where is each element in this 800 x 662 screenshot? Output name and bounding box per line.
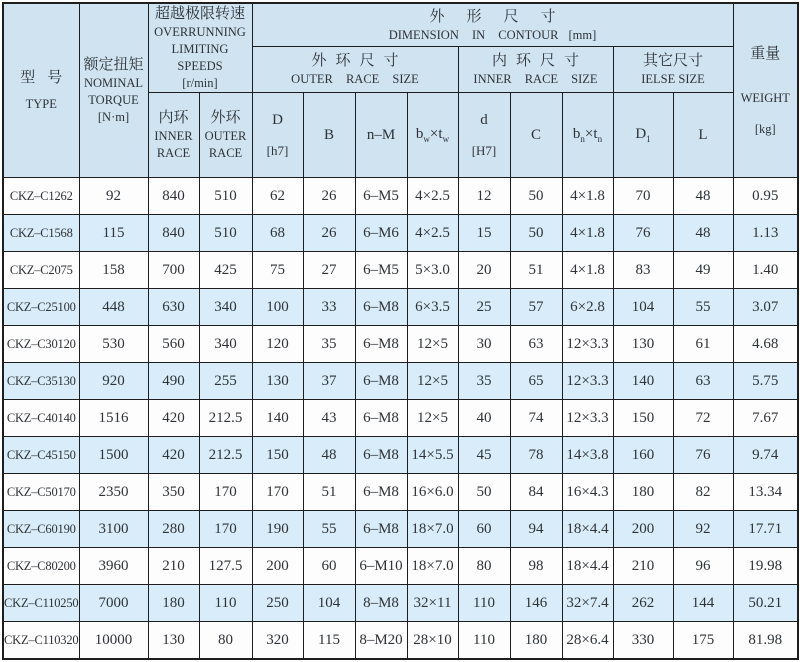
table-row [3, 252, 798, 289]
table-row [3, 585, 798, 622]
cell-L: 49 [673, 252, 733, 289]
cell-weight: 13.34 [733, 474, 798, 511]
cell-type: CKZ–C1568 [3, 215, 79, 252]
cell-outer-speed: 170 [199, 474, 252, 511]
cell-B: 55 [303, 511, 355, 548]
cell-B: 115 [303, 622, 355, 660]
cell-D1: 330 [613, 622, 673, 660]
cell-weight: 4.68 [733, 326, 798, 363]
cell-n-M: 6–M8 [355, 474, 407, 511]
cell-C: 146 [510, 585, 562, 622]
cell-n-M: 6–M8 [355, 437, 407, 474]
cell-type: CKZ–C80200 [3, 548, 79, 585]
cell-bn-tn: 12×3.3 [562, 363, 613, 400]
cell-D: 250 [252, 585, 303, 622]
cell-bn-tn: 16×4.3 [562, 474, 613, 511]
cell-d: 50 [458, 474, 510, 511]
cell-n-M: 6–M5 [355, 178, 407, 215]
table-row [3, 474, 798, 511]
cell-weight: 17.71 [733, 511, 798, 548]
cell-B: 26 [303, 178, 355, 215]
cell-n-M: 8–M20 [355, 622, 407, 660]
cell-n-M: 6–M8 [355, 289, 407, 326]
cell-B: 35 [303, 326, 355, 363]
cell-outer-speed: 425 [199, 252, 252, 289]
cell-C: 65 [510, 363, 562, 400]
cell-outer-speed: 170 [199, 511, 252, 548]
cell-C: 57 [510, 289, 562, 326]
table-header [3, 3, 798, 178]
cell-L: 63 [673, 363, 733, 400]
cell-bn-tn: 4×1.8 [562, 252, 613, 289]
cell-type: CKZ–C35130 [3, 363, 79, 400]
cell-D1: 180 [613, 474, 673, 511]
cell-B: 37 [303, 363, 355, 400]
cell-D1: 210 [613, 548, 673, 585]
cell-bn-tn: 28×6.4 [562, 622, 613, 660]
cell-weight: 0.95 [733, 178, 798, 215]
cell-bw-tw: 5×3.0 [407, 252, 458, 289]
cell-weight: 1.40 [733, 252, 798, 289]
cell-inner-speed: 420 [148, 400, 199, 437]
cell-type: CKZ–C30120 [3, 326, 79, 363]
cell-d: 25 [458, 289, 510, 326]
cell-n-M: 6–M8 [355, 511, 407, 548]
table-row [3, 400, 798, 437]
cell-d: 15 [458, 215, 510, 252]
speeds-unit: [r/min] [182, 76, 218, 90]
cell-torque: 1500 [79, 437, 148, 474]
cell-d: 80 [458, 548, 510, 585]
cell-L: 76 [673, 437, 733, 474]
cell-bn-tn: 14×3.8 [562, 437, 613, 474]
cell-bn-tn: 32×7.4 [562, 585, 613, 622]
cell-torque: 530 [79, 326, 148, 363]
else-size-label-zh: 其它尺寸 [643, 53, 704, 70]
cell-D: 62 [252, 178, 303, 215]
cell-inner-speed: 420 [148, 437, 199, 474]
cell-weight: 1.13 [733, 215, 798, 252]
cell-B: 43 [303, 400, 355, 437]
table-row [3, 289, 798, 326]
inner-speed-label-en1: INNER [154, 129, 193, 143]
cell-D: 150 [252, 437, 303, 474]
cell-type: CKZ–C25100 [3, 289, 79, 326]
cell-inner-speed: 210 [148, 548, 199, 585]
table-row [3, 437, 798, 474]
cell-D1: 76 [613, 215, 673, 252]
table-row [3, 363, 798, 400]
cell-D: 120 [252, 326, 303, 363]
inner-size-label-zh: 内环尺寸 [491, 53, 588, 70]
torque-unit: [N·m] [97, 110, 130, 124]
th-col-L: L [673, 93, 733, 178]
cell-D1: 140 [613, 363, 673, 400]
cell-D: 68 [252, 215, 303, 252]
cell-bw-tw: 18×7.0 [407, 511, 458, 548]
cell-torque: 92 [79, 178, 148, 215]
cell-outer-speed: 80 [199, 622, 252, 660]
cell-bw-tw: 32×11 [407, 585, 458, 622]
weight-unit: [kg] [754, 121, 776, 136]
cell-L: 48 [673, 215, 733, 252]
type-label-zh: 型号 [20, 70, 75, 86]
cell-B: 33 [303, 289, 355, 326]
torque-label-en2: TORQUE [88, 93, 139, 107]
cell-bn-tn: 4×1.8 [562, 178, 613, 215]
cell-bn-tn: 18×4.4 [562, 511, 613, 548]
th-col-D: D [h7] [252, 93, 303, 178]
cell-inner-speed: 630 [148, 289, 199, 326]
table-row [3, 548, 798, 585]
cell-torque: 115 [79, 215, 148, 252]
cell-type: CKZ–C45150 [3, 437, 79, 474]
dimension-unit: [mm] [568, 27, 597, 42]
cell-C: 78 [510, 437, 562, 474]
cell-D1: 160 [613, 437, 673, 474]
cell-d: 110 [458, 585, 510, 622]
cell-C: 74 [510, 400, 562, 437]
cell-torque: 1516 [79, 400, 148, 437]
cell-outer-speed: 340 [199, 289, 252, 326]
cell-L: 55 [673, 289, 733, 326]
cell-outer-speed: 340 [199, 326, 252, 363]
table-body [3, 178, 798, 660]
inner-speed-label-zh: 内环 [158, 110, 189, 126]
cell-d: 60 [458, 511, 510, 548]
cell-D: 170 [252, 474, 303, 511]
cell-C: 50 [510, 215, 562, 252]
cell-L: 82 [673, 474, 733, 511]
cell-torque: 2350 [79, 474, 148, 511]
cell-L: 144 [673, 585, 733, 622]
cell-bn-tn: 12×3.3 [562, 400, 613, 437]
cell-torque: 920 [79, 363, 148, 400]
th-weight [733, 3, 798, 178]
cell-C: 50 [510, 178, 562, 215]
cell-inner-speed: 560 [148, 326, 199, 363]
cell-n-M: 6–M8 [355, 326, 407, 363]
cell-C: 98 [510, 548, 562, 585]
type-label-en: TYPE [25, 97, 57, 111]
table-row [3, 326, 798, 363]
cell-n-M: 6–M6 [355, 215, 407, 252]
th-col-d: d [H7] [458, 93, 510, 178]
cell-outer-speed: 212.5 [199, 400, 252, 437]
cell-n-M: 6–M5 [355, 252, 407, 289]
cell-bw-tw: 18×7.0 [407, 548, 458, 585]
th-col-bn-tn: $b_n\times t_n$ [562, 93, 613, 178]
cell-type: CKZ–C40140 [3, 400, 79, 437]
th-col-B: B [303, 93, 355, 178]
cell-torque: 3100 [79, 511, 148, 548]
cell-n-M: 6–M8 [355, 400, 407, 437]
cell-type: CKZ–C1262 [3, 178, 79, 215]
th-col-C: C [510, 93, 562, 178]
cell-D: 100 [252, 289, 303, 326]
cell-torque: 158 [79, 252, 148, 289]
cell-D1: 150 [613, 400, 673, 437]
cell-D1: 130 [613, 326, 673, 363]
cell-weight: 3.07 [733, 289, 798, 326]
cell-D: 130 [252, 363, 303, 400]
cell-D: 75 [252, 252, 303, 289]
weight-label-en: WEIGHT [740, 90, 790, 105]
cell-torque: 448 [79, 289, 148, 326]
cell-weight: 19.98 [733, 548, 798, 585]
outer-speed-label-en2: RACE [208, 146, 243, 160]
cell-inner-speed: 180 [148, 585, 199, 622]
cell-D1: 262 [613, 585, 673, 622]
cell-d: 20 [458, 252, 510, 289]
else-size-label-en: IELSE SIZE [641, 72, 705, 87]
outer-speed-label-zh: 外环 [210, 110, 241, 126]
th-overrunning-speeds [148, 3, 252, 93]
cell-L: 61 [673, 326, 733, 363]
th-dimension-in-contour [252, 3, 733, 47]
cell-B: 27 [303, 252, 355, 289]
th-outer-race-size [252, 47, 458, 93]
outer-speed-label-en1: OUTER [204, 129, 247, 143]
cell-d: 45 [458, 437, 510, 474]
cell-bw-tw: 12×5 [407, 400, 458, 437]
cell-bn-tn: 18×4.4 [562, 548, 613, 585]
th-inner-race-size [458, 47, 613, 93]
cell-type: CKZ–C110250 [3, 585, 79, 622]
dimension-label-zh: 外形尺寸 [429, 8, 578, 25]
cell-inner-speed: 700 [148, 252, 199, 289]
cell-B: 51 [303, 474, 355, 511]
table-row [3, 215, 798, 252]
cell-d: 35 [458, 363, 510, 400]
speeds-label-en1: OVERRUNNING [154, 25, 246, 39]
th-col-n-M: n–M [355, 93, 407, 178]
cell-torque: 3960 [79, 548, 148, 585]
inner-speed-label-en2: RACE [156, 146, 191, 160]
inner-size-label-en: INNER RACE SIZE [473, 72, 598, 87]
cell-C: 180 [510, 622, 562, 660]
cell-inner-speed: 490 [148, 363, 199, 400]
header-row-groups [3, 3, 798, 47]
speeds-label-zh: 超越极限转速 [154, 6, 245, 22]
cell-weight: 7.67 [733, 400, 798, 437]
cell-d: 40 [458, 400, 510, 437]
th-col-bw-tw: $b_w\times t_w$ [407, 93, 458, 178]
cell-bw-tw: 4×2.5 [407, 178, 458, 215]
cell-C: 94 [510, 511, 562, 548]
cell-n-M: 6–M10 [355, 548, 407, 585]
th-else-size [613, 47, 733, 93]
cell-L: 92 [673, 511, 733, 548]
cell-outer-speed: 110 [199, 585, 252, 622]
torque-label-zh: 额定扭矩 [83, 57, 144, 73]
cell-outer-speed: 127.5 [199, 548, 252, 585]
cell-inner-speed: 280 [148, 511, 199, 548]
cell-L: 72 [673, 400, 733, 437]
torque-label-en1: NOMINAL [83, 76, 144, 90]
cell-outer-speed: 510 [199, 178, 252, 215]
outer-size-label-en: OUTER RACE SIZE [291, 72, 419, 87]
cell-d: 12 [458, 178, 510, 215]
cell-inner-speed: 840 [148, 215, 199, 252]
cell-weight: 81.98 [733, 622, 798, 660]
cell-n-M: 8–M8 [355, 585, 407, 622]
cell-n-M: 6–M8 [355, 363, 407, 400]
th-type [3, 3, 79, 178]
cell-D: 190 [252, 511, 303, 548]
cell-type: CKZ–C2075 [3, 252, 79, 289]
cell-type: CKZ–C60190 [3, 511, 79, 548]
cell-inner-speed: 130 [148, 622, 199, 660]
cell-bn-tn: 4×1.8 [562, 215, 613, 252]
cell-type: CKZ–C110320 [3, 622, 79, 660]
th-outer-race-speed [199, 93, 252, 178]
table-row [3, 622, 798, 660]
table-row [3, 511, 798, 548]
cell-D1: 200 [613, 511, 673, 548]
cell-bn-tn: 12×3.3 [562, 326, 613, 363]
cell-D1: 104 [613, 289, 673, 326]
cell-C: 51 [510, 252, 562, 289]
outer-size-label-zh: 外环尺寸 [311, 53, 408, 70]
cell-outer-speed: 212.5 [199, 437, 252, 474]
cell-d: 30 [458, 326, 510, 363]
cell-B: 60 [303, 548, 355, 585]
cell-bw-tw: 12×5 [407, 363, 458, 400]
cell-L: 96 [673, 548, 733, 585]
cell-inner-speed: 350 [148, 474, 199, 511]
cell-D: 320 [252, 622, 303, 660]
cell-D1: 83 [613, 252, 673, 289]
cell-bn-tn: 6×2.8 [562, 289, 613, 326]
cell-C: 63 [510, 326, 562, 363]
cell-weight: 50.21 [733, 585, 798, 622]
cell-torque: 7000 [79, 585, 148, 622]
cell-C: 84 [510, 474, 562, 511]
cell-D1: 70 [613, 178, 673, 215]
cell-weight: 9.74 [733, 437, 798, 474]
cell-D: 200 [252, 548, 303, 585]
cell-bw-tw: 16×6.0 [407, 474, 458, 511]
cell-bw-tw: 14×5.5 [407, 437, 458, 474]
th-nominal-torque [79, 3, 148, 178]
cell-bw-tw: 4×2.5 [407, 215, 458, 252]
cell-D: 140 [252, 400, 303, 437]
cell-L: 175 [673, 622, 733, 660]
weight-label-zh: 重量 [750, 45, 781, 62]
th-col-D1: $D_1$ [613, 93, 673, 178]
cell-B: 48 [303, 437, 355, 474]
cell-outer-speed: 255 [199, 363, 252, 400]
cell-B: 104 [303, 585, 355, 622]
speeds-label-en2: LIMITING SPEEDS [171, 42, 229, 73]
cell-torque: 10000 [79, 622, 148, 660]
cell-bw-tw: 28×10 [407, 622, 458, 660]
table-row [3, 178, 798, 215]
cell-weight: 5.75 [733, 363, 798, 400]
cell-type: CKZ–C50170 [3, 474, 79, 511]
cell-B: 26 [303, 215, 355, 252]
cell-bw-tw: 6×3.5 [407, 289, 458, 326]
cell-bw-tw: 12×5 [407, 326, 458, 363]
spec-table [2, 2, 799, 660]
dimension-label-en: DIMENSION IN CONTOUR [mm] [388, 27, 597, 42]
cell-outer-speed: 510 [199, 215, 252, 252]
th-inner-race-speed [148, 93, 199, 178]
cell-d: 110 [458, 622, 510, 660]
cell-L: 48 [673, 178, 733, 215]
cell-inner-speed: 840 [148, 178, 199, 215]
